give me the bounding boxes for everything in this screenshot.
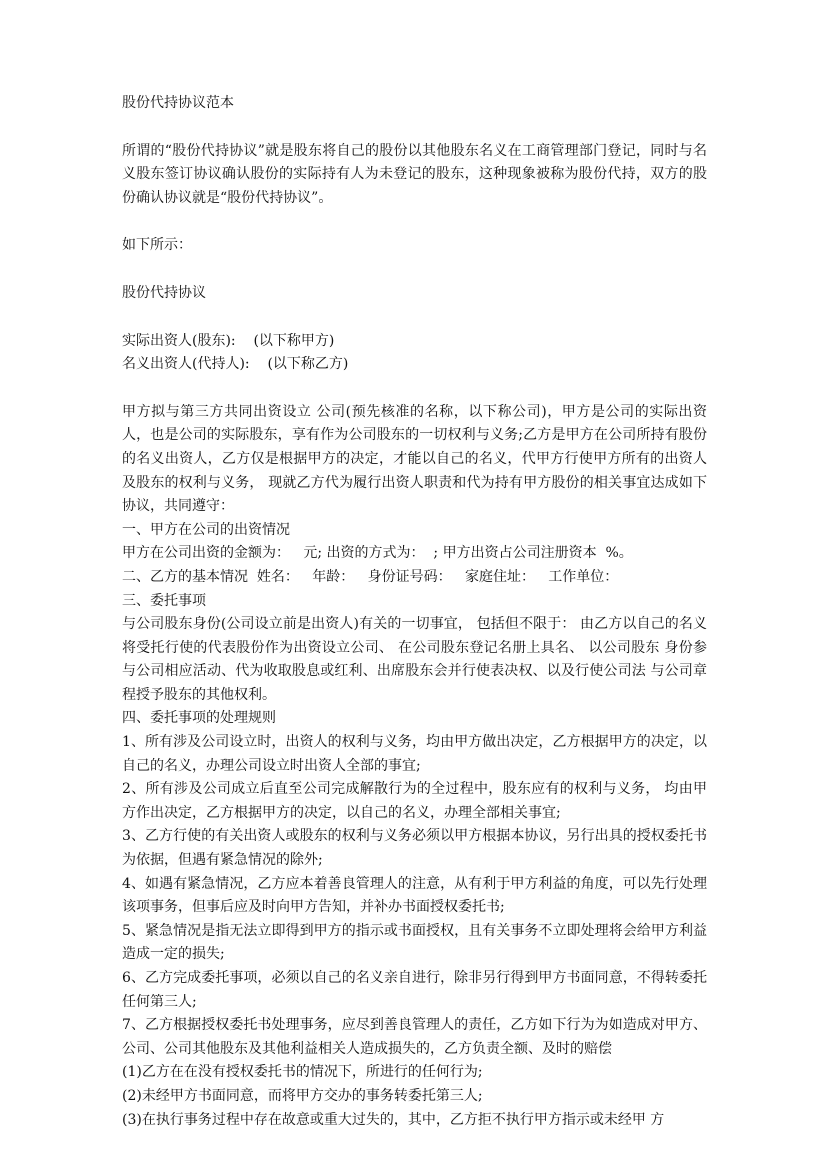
rule-item: 3、乙方行使的有关出资人或股东的权利与义务必须以甲方根据本协议，另行出具的授权委托书为依据，但遇有紧急情况的除外; [122, 828, 707, 869]
section-1-heading: 一、甲方在公司的出资情况 [122, 521, 290, 538]
section-3-heading: 三、委托事项 [122, 592, 206, 609]
as-follows-text: 如下所示： [122, 237, 192, 254]
document-page [122, 92, 707, 1132]
preamble-paragraph: 甲方拟与第三方共同出资设立 公司(预先核准的名称，以下称公司)，甲方是公司的实际出资人，也是公司的实际股东，享有作为公司股东的一切权利与义务;乙方是甲方在公司所持有股份的名义出资人，乙方仅是根据甲方的决定，才能以自己的名义，代甲方行使甲方所有的出资人及股东的权利与义务， 现就乙方代为履行出资人职责和代为持有甲方股份的相关事宜达成如下协议，共同遵守： [122, 403, 707, 515]
rule-item: 5、紧急情况是指无法立即得到甲方的指示或书面授权，且有关事务不立即处理将会给甲方利益造成一定的损失; [122, 922, 707, 963]
sub-item: (3)在执行事务过程中存在故意或重大过失的，其中，乙方拒不执行甲方指示或未经甲 方 [122, 1111, 665, 1128]
rule-item: 4、如遇有紧急情况，乙方应本着善良管理人的注意，从有利于甲方利益的角度，可以先行处理该项事务，但事后应及时向甲方告知，并补办书面授权委托书; [122, 875, 707, 916]
section-1-body: 甲方在公司出资的金额为： 元; 出资的方式为： ; 甲方出资占公司注册资本 %。 [122, 545, 633, 562]
sub-item: (2)未经甲方书面同意，而将甲方交办的事务转委托第三人; [122, 1087, 483, 1104]
rule-item: 7、乙方根据授权委托书处理事务，应尽到善良管理人的责任，乙方如下行为为如造成对甲方、公司、公司其他股东及其他利益相关人造成损失的，乙方负责全额、及时的赔偿 [122, 1017, 707, 1057]
intro-paragraph: 所谓的“股份代持协议”就是股东将自己的股份以其他股东名义在工商管理部门登记，同时与名义股东签订协议确认股份的实际持有人为未登记的股东，这种现象被称为股份代持，双方的股份确认协议就是“股份代持协议”。 [122, 142, 707, 206]
rule-item: 6、乙方完成委托事项，必须以自己的名义亲自进行，除非另行得到甲方书面同意，不得转委托任何第三人; [122, 970, 707, 1010]
section-2-heading: 二、乙方的基本情况 姓名： 年龄： 身份证号码： 家庭住址： 工作单位： [122, 568, 619, 585]
rule-item: 1、所有涉及公司设立时，出资人的权利与义务，均由甲方做出决定，乙方根据甲方的决定，以自己的名义，办理公司设立时出资人全部的事宜; [122, 734, 707, 774]
sub-item: (1)乙方在在没有授权委托书的情况下，所进行的任何行为; [122, 1064, 483, 1081]
section-3-body: 与公司股东身份(公司设立前是出资人)有关的一切事宜， 包括但不限于： 由乙方以自己的名义将受托行使的代表股份作为出资设立公司、 在公司股东登记名册上具名、 以公司股东 身份参与公司相应活动、代为收取股息或红利、出席股东会并行使表决权、以及行使公司法 与公司章程授予股东的其他权利。 [122, 616, 707, 703]
section-4-heading: 四、委托事项的处理规则 [122, 710, 276, 727]
rule-item: 2、所有涉及公司成立后直至公司完成解散行为的全过程中，股东应有的权利与义务， 均由甲方作出决定，乙方根据甲方的决定，以自己的名义，办理全部相关事宜; [122, 781, 707, 821]
party-a-line: 实际出资人(股东): (以下称甲方) [122, 332, 335, 349]
party-b-line: 名义出资人(代持人): (以下称乙方) [122, 356, 349, 373]
document-title: 股份代持协议范本 [122, 95, 234, 111]
agreement-title: 股份代持协议 [122, 284, 206, 301]
